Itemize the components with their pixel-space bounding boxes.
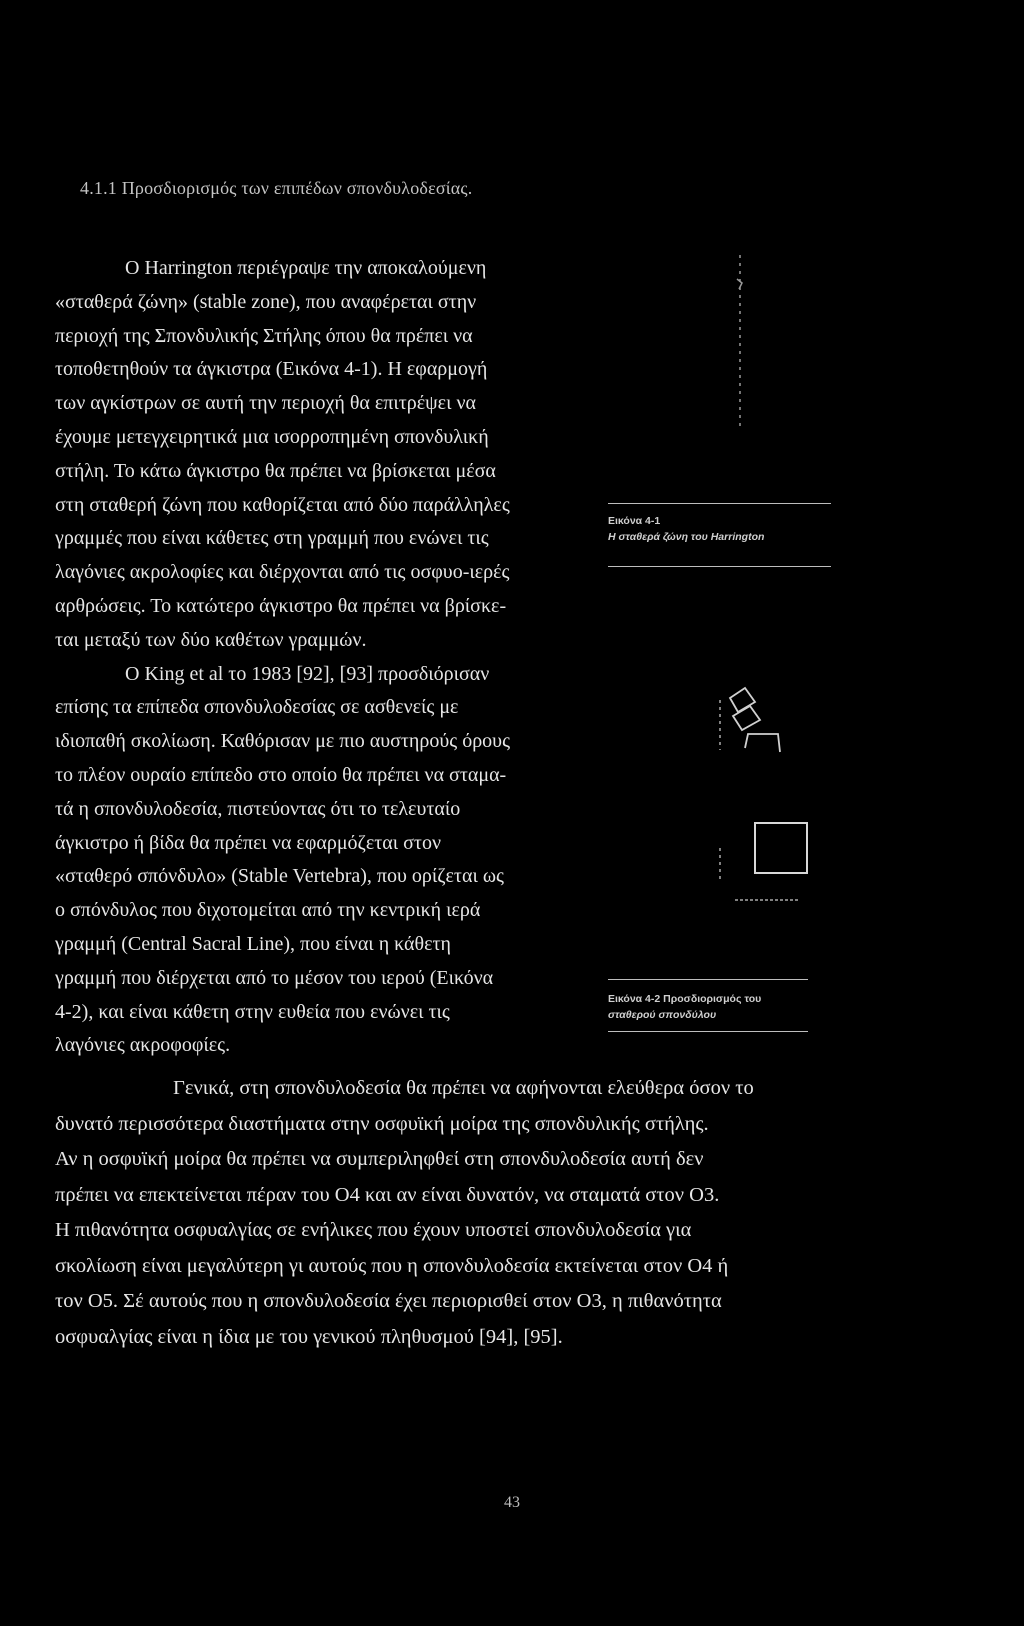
text-line: Αν η οσφυϊκή μοίρα θα πρέπει να συμπεριληφθεί στη σπονδυλοδεσία αυτή δεν: [55, 1148, 704, 1170]
text-line: 4-2), και είναι κάθετη στην ευθεία που ενώνει τις: [55, 1000, 450, 1023]
text-line: δυνατό περισσότερα διαστήματα στην οσφυϊκή μοίρα της σπονδυλικής στήλης.: [55, 1112, 709, 1135]
caption-text: Η σταθερά ζώνη του Harrington: [608, 531, 765, 543]
text-line: γραμμή (Central Sacral Line), που είναι η κάθετη: [55, 932, 452, 955]
text-line: Ο Harrington περιέγραψε την αποκαλούμενη: [125, 257, 487, 279]
text-column: [55, 252, 595, 1063]
caption-label: Εικόνα 4-1: [608, 515, 661, 527]
text-line: ται μεταξύ των δύο καθέτων γραμμών.: [55, 628, 367, 651]
text-line: οσφυαλγίας είναι η ίδια με του γενικού πληθυσμού [94], [95].: [55, 1325, 563, 1348]
figure-4-2: [700, 680, 830, 930]
figure-4-1: [730, 255, 750, 435]
section-heading: 4.1.1 Προσδιορισμός των επιπέδων σπονδυλοδεσίας.: [80, 178, 473, 198]
text-line: επίσης τα επίπεδα σπονδυλοδεσίας σε ασθενείς με: [55, 696, 459, 719]
text-line: Η πιθανότητα οσφυαλγίας σε ενήλικες που έχουν υποστεί σπονδυλοδεσία για: [55, 1219, 692, 1241]
text-line: ιδιοπαθή σκολίωση. Καθόρισαν με πιο αυστηρούς όρους: [55, 730, 510, 753]
text-line: «σταθερό σπόνδυλο» (Stable Vertebra), που ορίζεται ως: [55, 865, 504, 888]
text-line: πρέπει να επεκτείνεται πέραν του Ο4 και αν είναι δυνατόν, να σταματά στον Ο3.: [55, 1183, 720, 1206]
text-line: των αγκίστρων σε αυτή την περιοχή θα επιτρέψει να: [55, 392, 476, 415]
caption-rule: [608, 979, 808, 980]
text-line: Γενικά, στη σπονδυλοδεσία θα πρέπει να αφήνονται ελεύθερα όσον το: [173, 1077, 754, 1099]
text-line: τον Ο5. Σέ αυτούς που η σπονδυλοδεσία έχει περιορισθεί στον Ο3, η πιθανότητα: [55, 1290, 722, 1312]
text-line: σκολίωση είναι μεγαλύτερη γι αυτούς που η σπονδυλοδεσία εκτείνεται στον Ο4 ή: [55, 1254, 729, 1277]
figure-caption-4-1: [608, 513, 818, 545]
caption-text: Εικόνα 4-2 Προσδιορισμός του: [608, 993, 762, 1005]
figure-caption-4-2: [608, 991, 818, 1023]
text-line: στη σταθερή ζώνη που καθορίζεται από δύο παράλληλες: [55, 493, 510, 516]
text-line: στήλη. Το κάτω άγκιστρο θα πρέπει να βρίσκεται μέσα: [55, 459, 496, 482]
text-line: έχουμε μετεγχειρητικά μια ισορροπημένη σπονδυλική: [55, 425, 489, 448]
text-line: άγκιστρο ή βίδα θα πρέπει να εφαρμόζεται στον: [55, 831, 441, 854]
text-line: ο σπόνδυλος που διχοτομείται από την κεντρική ιερά: [55, 899, 481, 922]
text-line: γραμμή που διέρχεται από το μέσον του ιερού (Εικόνα: [55, 966, 494, 989]
text-line: λαγόνιες ακρολοφίες και διέρχονται από τις οσφυο-ιερές: [55, 561, 510, 584]
text-line: αρθρώσεις. Το κατώτερο άγκιστρο θα πρέπει να βρίσκε-: [55, 594, 507, 617]
text-line: περιοχή της Σπονδυλικής Στήλης όπου θα πρέπει να: [55, 324, 473, 347]
page-number: 43: [504, 1494, 520, 1511]
text-line: γραμμές που είναι κάθετες στη γραμμή που ενώνει τις: [55, 527, 489, 550]
text-line: τά η σπονδυλοδεσία, πιστεύοντας ότι το τελευταίο: [55, 797, 461, 820]
text-line: τοποθετηθούν τα άγκιστρα (Εικόνα 4-1). Η εφαρμογή: [55, 358, 488, 381]
caption-rule: [608, 503, 831, 504]
text-line: «σταθερά ζώνη» (stable zone), που αναφέρεται στην: [55, 290, 477, 313]
caption-text: σταθερού σπονδύλου: [608, 1009, 717, 1021]
caption-rule: [608, 1031, 808, 1032]
text-line: Ο King et al το 1983 [92], [93] προσδιόρισαν: [125, 662, 490, 685]
text-paragraph: [55, 1071, 955, 1355]
text-line: λαγόνιες ακροφοφίες.: [55, 1034, 231, 1057]
caption-rule: [608, 566, 831, 567]
text-line: το πλέον ουραίο επίπεδο στο οποίο θα πρέπει να σταμα-: [55, 763, 507, 786]
